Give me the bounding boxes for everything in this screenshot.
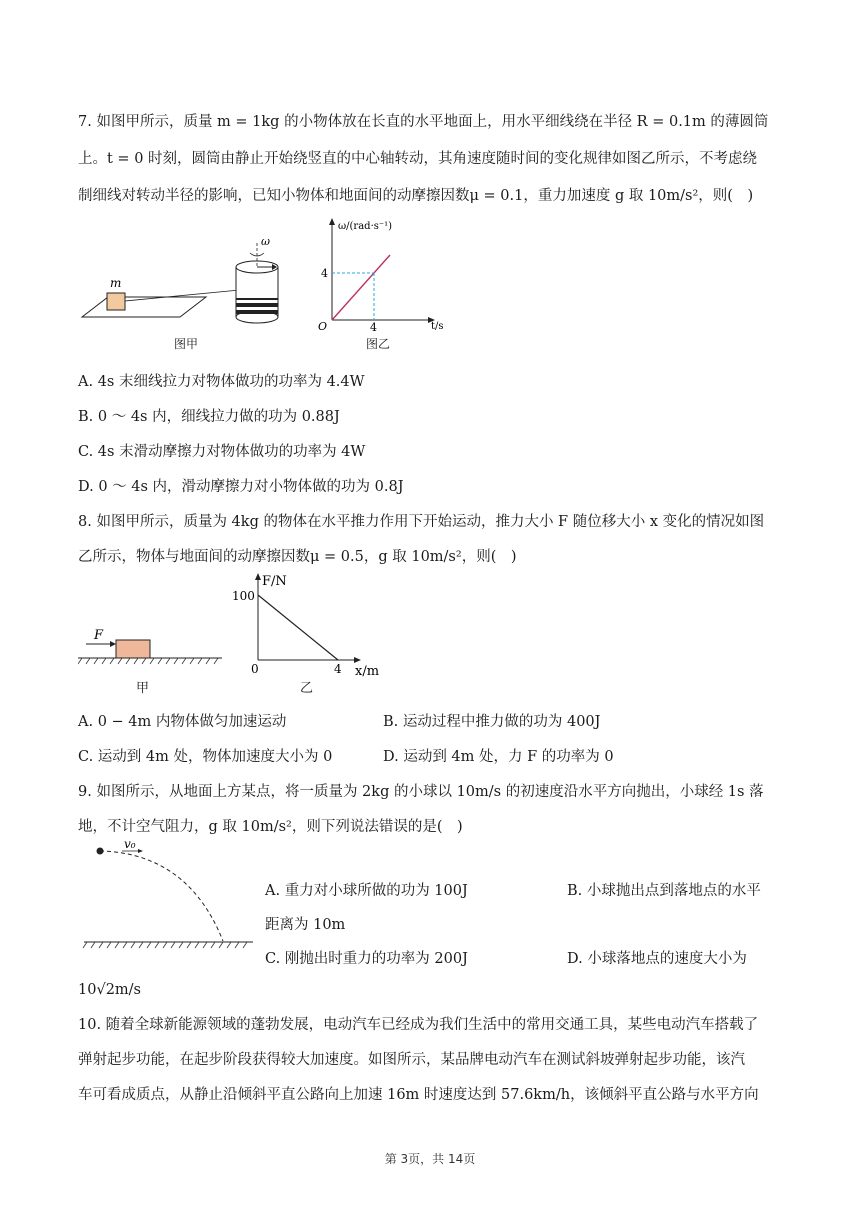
q7-x-tick: 4 bbox=[370, 321, 377, 334]
q7-x-axis-label: t/s bbox=[431, 321, 444, 332]
q10-text-line-1: 10. 随着全球新能源领域的蓬勃发展，电动汽车已经成为我们生活中的常用交通工具，某些电动汽车搭载了 bbox=[78, 1017, 759, 1033]
q7-origin-label: O bbox=[318, 320, 328, 333]
q9-option-b: B. 小球抛出点到落地点的水平 bbox=[567, 883, 761, 899]
q8-text-line-2: 乙所示，物体与地面间的动摩擦因数μ = 0.5，g 取 10m/s²，则( ) bbox=[78, 549, 517, 565]
q8-y-axis-label: F/N bbox=[262, 574, 287, 589]
q9-text-line-1: 9. 如图所示，从地面上方某点，将一质量为 2kg 的小球以 10m/s 的初速度沿水平方向抛出，小球经 1s 落 bbox=[78, 784, 764, 800]
q8-force-line bbox=[258, 595, 338, 660]
q9-option-b-cont: 距离为 10m bbox=[265, 917, 346, 933]
q7-y-tick: 4 bbox=[321, 267, 328, 280]
q7-figure-b bbox=[310, 215, 450, 335]
q8-origin-label: 0 bbox=[251, 662, 259, 676]
q8-y-tick: 100 bbox=[232, 589, 255, 603]
q8-option-d: D. 运动到 4m 处，力 F 的功率为 0 bbox=[383, 749, 614, 765]
q9-option-d: D. 小球落地点的速度大小为 bbox=[567, 951, 747, 967]
q9-option-c: C. 刚抛出时重力的功率为 200J bbox=[265, 951, 468, 967]
q7-text-line-3: 制细线对转动半径的影响，已知小物体和地面间的动摩擦因数μ = 0.1，重力加速度 g 取 10m/s²，则( ) bbox=[78, 188, 754, 204]
q8-figure-a bbox=[78, 620, 228, 670]
q7-fig-a-caption: 图甲 bbox=[174, 337, 199, 351]
q8-option-b: B. 运动过程中推力做的功为 400J bbox=[383, 714, 601, 730]
q10-text-line-3: 车可看成质点，从静止沿倾斜平直公路向上加速 16m 时速度达到 57.6km/h，该倾斜平直公路与水平方向 bbox=[78, 1087, 759, 1103]
q8-force-label: F bbox=[94, 628, 104, 643]
q7-omega-t-line bbox=[332, 255, 390, 320]
q8-x-axis-label: x/m bbox=[355, 664, 380, 679]
q7-option-a: A. 4s 末细线拉力对物体做功的功率为 4.4W bbox=[78, 374, 365, 390]
q9-figure bbox=[78, 838, 256, 958]
q7-mass-label: m bbox=[110, 276, 122, 290]
q8-fig-b-caption: 乙 bbox=[300, 681, 314, 696]
q8-option-c: C. 运动到 4m 处，物体加速度大小为 0 bbox=[78, 749, 333, 765]
q9-option-a: A. 重力对小球所做的功为 100J bbox=[265, 883, 468, 899]
q9-v0-label: v₀ bbox=[124, 838, 136, 851]
q8-text-line-1: 8. 如图甲所示，质量为 4kg 的物体在水平推力作用下开始运动，推力大小 F 随位移大小 x 变化的情况如图 bbox=[78, 514, 765, 530]
q7-fig-b-caption: 图乙 bbox=[366, 337, 391, 351]
q7-omega-label: ω bbox=[261, 235, 270, 248]
page-footer: 第 3页，共 14页 bbox=[384, 1152, 476, 1166]
q7-option-b: B. 0 ～ 4s 内，细线拉力做的功为 0.88J bbox=[78, 409, 340, 425]
q7-text-line-2: 上。t = 0 时刻，圆筒由静止开始绕竖直的中心轴转动，其角速度随时间的变化规律如图乙所示，不考虑绕 bbox=[78, 151, 758, 167]
q8-figure-b bbox=[228, 570, 388, 680]
q10-text-line-2: 弹射起步功能，在起步阶段获得较大加速度。如图所示，某品牌电动汽车在测试斜坡弹射起步功能，该汽 bbox=[78, 1052, 745, 1068]
q7-figure-a bbox=[78, 225, 308, 350]
q7-option-c: C. 4s 末滑动摩擦力对物体做功的功率为 4W bbox=[78, 444, 366, 460]
q9-text-line-2: 地，不计空气阻力，g 取 10m/s²，则下列说法错误的是( ) bbox=[78, 819, 463, 835]
q8-x-tick: 4 bbox=[334, 662, 342, 676]
q9-option-d-cont: 10√2m/s bbox=[78, 982, 141, 998]
q8-fig-a-caption: 甲 bbox=[136, 681, 150, 696]
q7-y-axis-label: ω/(rad·s⁻¹) bbox=[338, 221, 393, 232]
q7-option-d: D. 0 ～ 4s 内，滑动摩擦力对小物体做的功为 0.8J bbox=[78, 479, 404, 495]
q8-option-a: A. 0 − 4m 内物体做匀加速运动 bbox=[78, 714, 287, 730]
q7-text-line-1: 7. 如图甲所示，质量 m = 1kg 的小物体放在长直的水平地面上，用水平细线绕在半径 R = 0.1m 的薄圆筒 bbox=[78, 114, 769, 130]
